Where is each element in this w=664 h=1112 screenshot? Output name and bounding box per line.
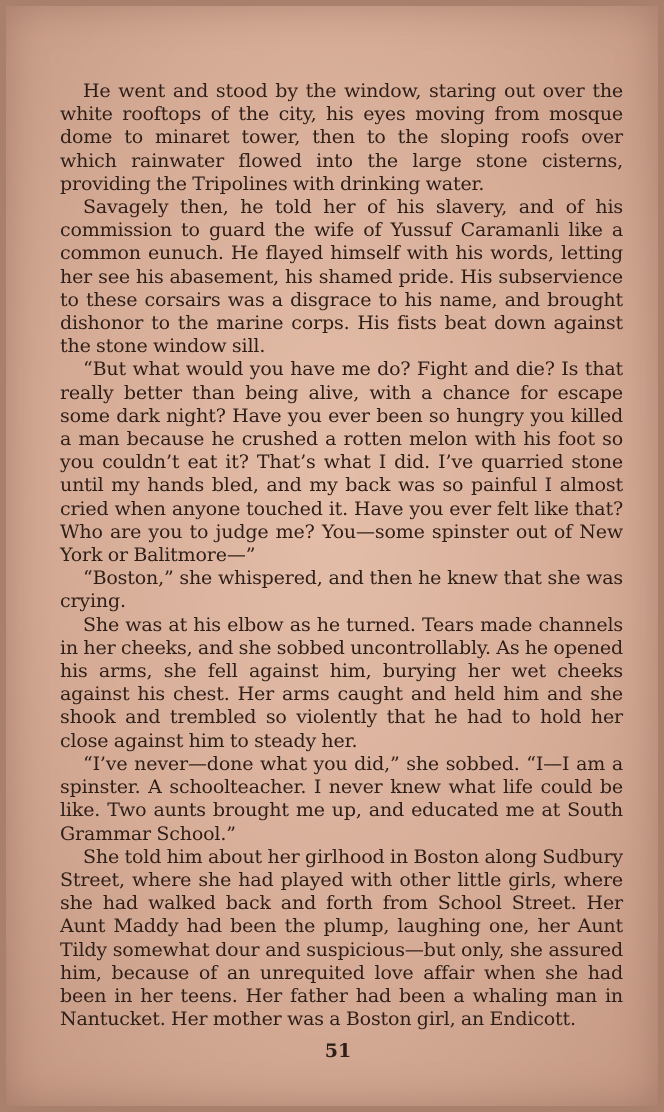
paragraph: “I’ve never—done what you did,” she sobbed. “I—I am a spinster. A schoolteacher. I never knew what life could be like. Two aunts brought me up, and educated me at South Grammar School.” <box>60 752 623 845</box>
paragraph: She was at his elbow as he turned. Tears made channels in her cheeks, and she sobbed uncontrollably. As he opened his arms, she fell against him, burying her wet cheeks against his chest. Her arms caught and held him and she shook and trembled so violently that he had to hold her close against him to steady her. <box>60 613 623 752</box>
paragraph: He went and stood by the window, staring out over the white rooftops of the city, his eyes moving from mosque dome to minaret tower, then to the sloping roofs over which rainwater flowed into the large stone cisterns, providing the Tripolines with drinking water. <box>60 80 623 195</box>
body-text <box>60 80 623 1031</box>
paragraph: Savagely then, he told her of his slavery, and of his commission to guard the wife of Yussuf Caramanli like a common eunuch. He flayed himself with his words, letting her see his abasement, his shamed pride. His subservience to these corsairs was a disgrace to his name, and brought dishonor to the marine corps. His fists beat down against the stone window sill. <box>60 196 623 358</box>
paragraph: She told him about her girlhood in Boston along Sudbury Street, where she had played with other little girls, where she had walked back and forth from School Street. Her Aunt Maddy had been the plump, laughing one, her Aunt Tildy somewhat dour and suspicious—but only, she assured him, because of an unrequited love affair when she had been in her teens. Her father had been a whaling man in Nantucket. Her mother was a Boston girl, an Endicott. <box>60 845 623 1031</box>
paragraph: “Boston,” she whispered, and then he knew that she was crying. <box>60 567 623 613</box>
paragraph: “But what would you have me do? Fight and die? Is that really better than being alive, with a chance for escape some dark night? Have you ever been so hungry you killed a man because he crushed a rotten melon with his foot so you couldn’t eat it? That’s what I did. I’ve quarried stone until my hands bled, and my back was so painful I almost cried when anyone touched it. Have you ever felt like that? Who are you to judge me? You—some spinster out of New York or Balitmore—” <box>60 358 623 567</box>
page-number: 51 <box>324 1040 352 1062</box>
